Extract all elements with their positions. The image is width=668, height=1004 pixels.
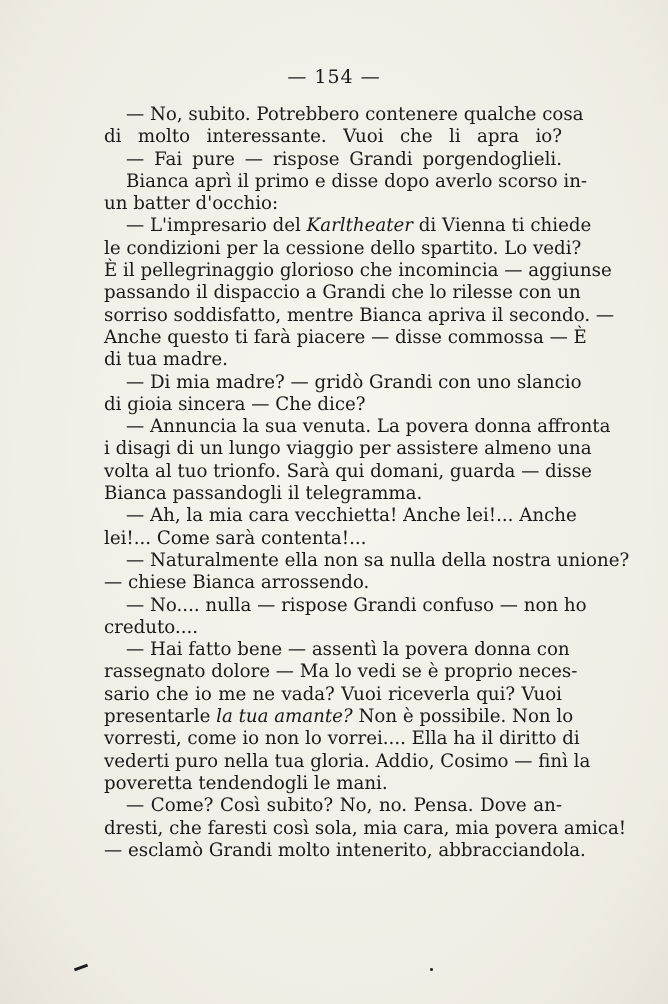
text-line: — No.... nulla — rispose Grandi confuso — non ho [126, 594, 587, 616]
text-line: — Come? Così subito? No, no. Pensa. Dove an- [126, 795, 562, 817]
text-line: — Hai fatto bene — assentì la povera donna con [126, 639, 570, 661]
text-line: di gioia sincera — Che dice? [104, 393, 366, 415]
text-line: creduto.... [104, 616, 199, 638]
text-line: Bianca aprì il primo e disse dopo averlo scorso in- [126, 170, 588, 192]
text-line: — Annuncia la sua venuta. La povera donna affronta [126, 416, 611, 438]
text-line: — Fai pure — rispose Grandi porgendoglieli. [126, 148, 562, 170]
text-line: passando il dispaccio a Grandi che lo rilesse con un [104, 282, 581, 304]
text-line: — esclamò Grandi molto intenerito, abbracciandola. [104, 839, 586, 861]
text-line: un batter d'occhio: [104, 193, 279, 215]
text-segment: di Vienna ti chiede [412, 215, 592, 237]
text-line: lei!... Come sarà contenta!... [104, 527, 367, 549]
text-line: poveretta tendendogli le mani. [104, 772, 388, 794]
italic-text: Karltheater [306, 215, 413, 237]
text-line: Bianca passandogli il telegramma. [104, 483, 423, 505]
text-line: di molto interessante. Vuoi che li apra io? [104, 126, 562, 148]
text-line: — No, subito. Potrebbero contenere qualche cosa [126, 104, 584, 125]
ink-mark [74, 964, 88, 972]
ink-dot [430, 968, 433, 971]
text-line: sario che io me ne vada? Vuoi riceverla qui? Vuoi [104, 683, 562, 705]
text-line: vorresti, come io non lo vorrei.... Ella ha il diritto di [104, 728, 580, 750]
text-line: È il pellegrinaggio glorioso che incomincia — aggiunse [104, 260, 612, 282]
text-line: i disagi di un lungo viaggio per assistere almeno una [104, 438, 592, 460]
text-segment: Non è possibile. Non lo [352, 706, 574, 728]
text-line: volta al tuo trionfo. Sarà qui domani, guarda — disse [104, 460, 592, 482]
text-segment: presentarle [104, 706, 217, 728]
italic-text: la tua amante? [216, 706, 353, 728]
text-line: di tua madre. [104, 349, 228, 371]
text-line: sorriso soddisfatto, mentre Bianca apriva il secondo. — [104, 304, 615, 326]
page-text [104, 104, 630, 862]
text-line [104, 215, 592, 237]
text-line: — chiese Bianca arrossendo. [104, 572, 370, 594]
text-line: Anche questo ti farà piacere — disse commossa — È [104, 326, 587, 348]
page-number: — 154 — [287, 66, 381, 88]
text-line: rassegnato dolore — Ma lo vedi se è proprio neces- [104, 661, 578, 683]
text-line: — Naturalmente ella non sa nulla della nostra unione? [126, 549, 630, 571]
text-line: — Di mia madre? — gridò Grandi con uno slancio [126, 371, 582, 393]
text-line: le condizioni per la cessione dello spartito. Lo vedi? [104, 237, 582, 259]
text-segment: — L'impresario del [126, 215, 307, 237]
text-line [104, 706, 574, 728]
text-line: vederti puro nella tua gloria. Addio, Cosimo — finì la [104, 750, 591, 772]
text-line: dresti, che faresti così sola, mia cara, mia povera amica! [104, 817, 627, 839]
text-line: — Ah, la mia cara vecchietta! Anche lei!... Anche [126, 505, 577, 527]
